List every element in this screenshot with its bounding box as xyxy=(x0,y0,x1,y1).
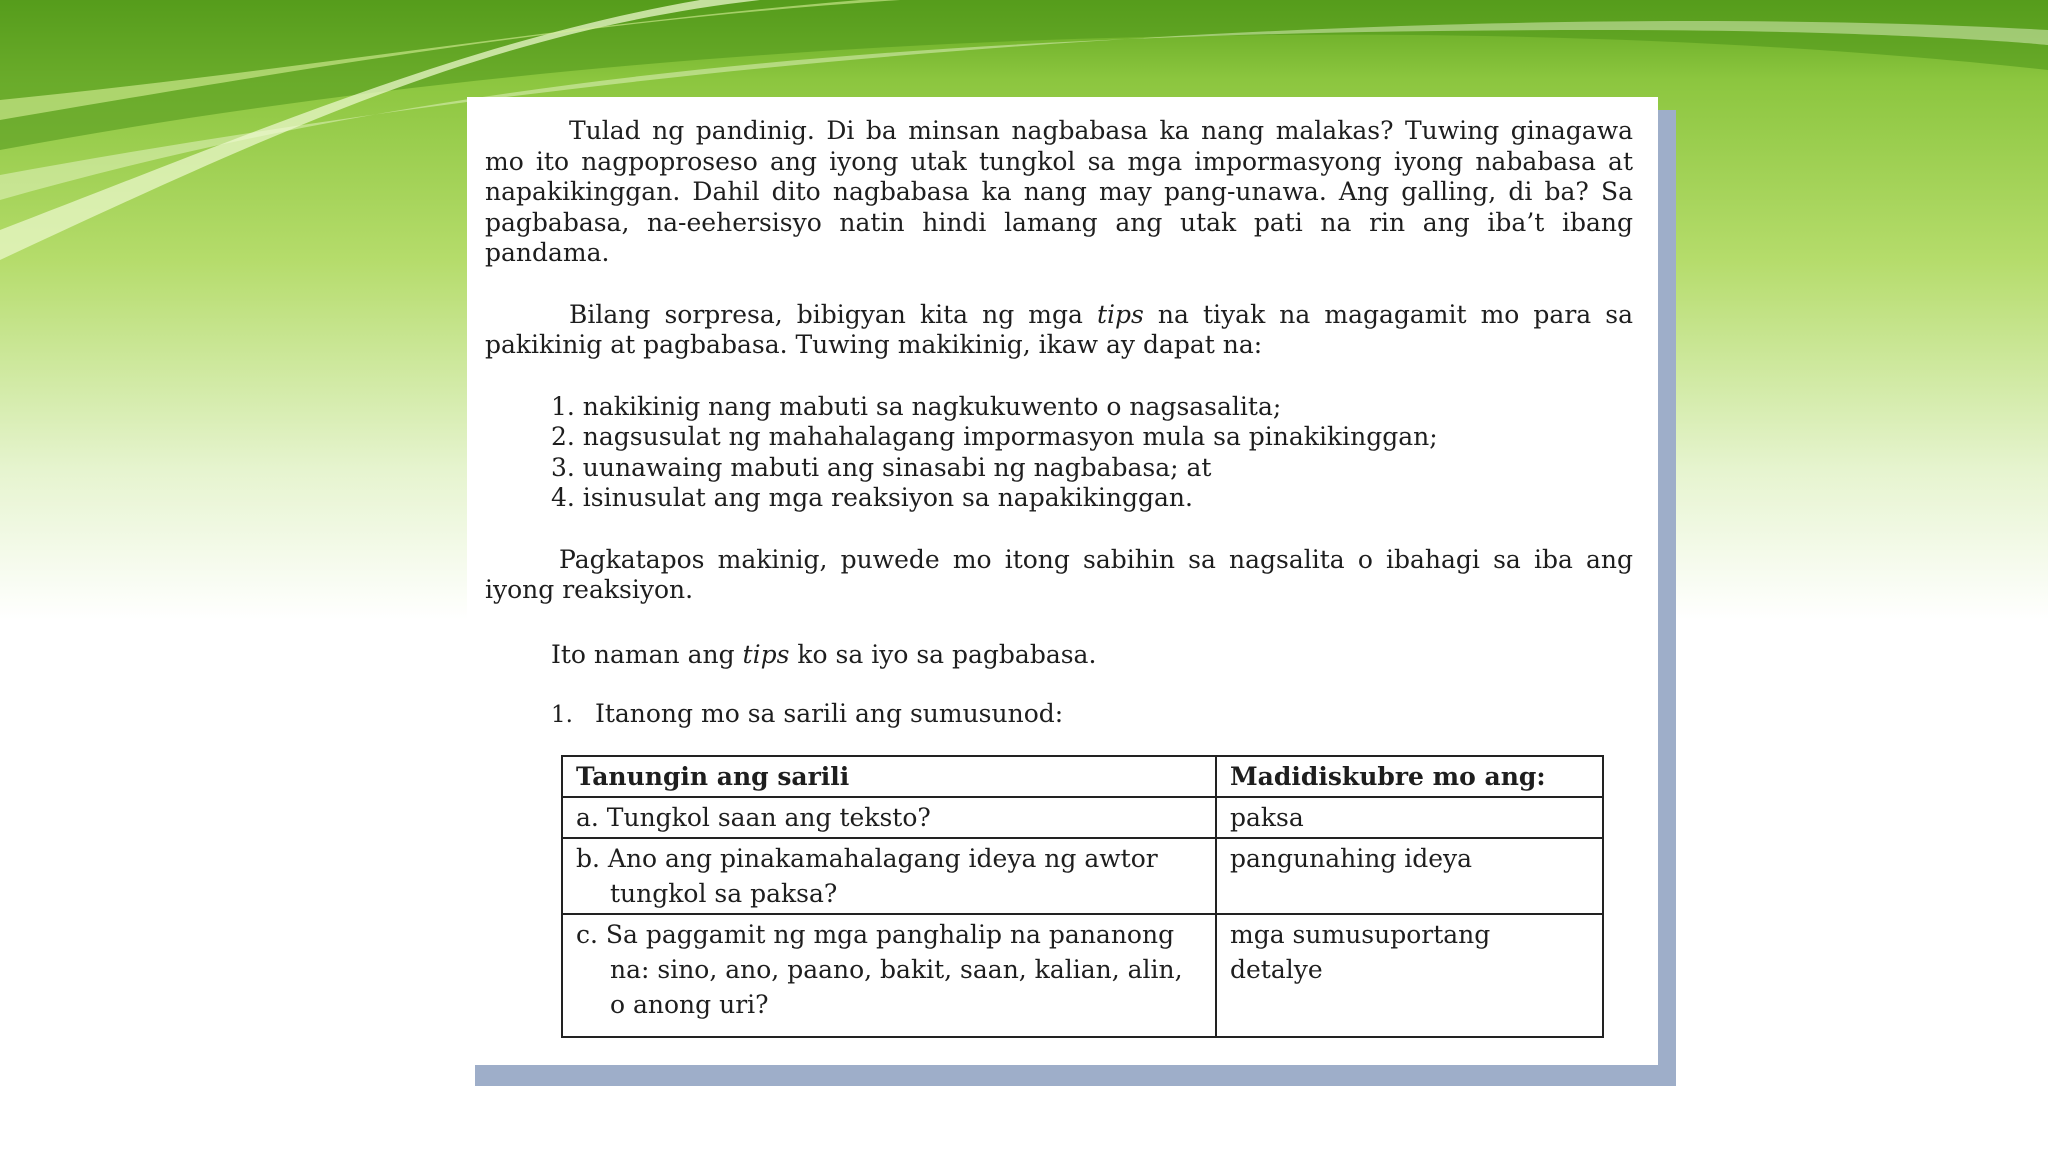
table-row xyxy=(562,838,1603,914)
list-item: 3. uunawaing mabuti ang sinasabi ng nagbabasa; at xyxy=(551,452,1212,482)
list-item: 4. isinusulat ang mga reaksiyon sa napakikinggan. xyxy=(551,483,1193,512)
document-page xyxy=(467,97,1658,1065)
listening-tips-list xyxy=(485,392,1633,514)
step-1 xyxy=(485,699,1633,731)
tips-italic: tips xyxy=(1096,299,1144,329)
table-row xyxy=(562,797,1603,838)
paragraph-after-listening: Pagkatapos makinig, puwede mo itong sabihin sa nagsalita o ibahagi sa iba ang iyong reaksiyon. xyxy=(485,544,1633,604)
answer-cell: pangunahing ideya xyxy=(1216,838,1603,914)
question-cell: a. Tungkol saan ang teksto? xyxy=(562,797,1216,838)
answer-cell: paksa xyxy=(1216,797,1603,838)
question-cell: c. Sa paggamit ng mga panghalip na pananong na: sino, ano, paano, bakit, saan, kalian, alin, o anong uri? xyxy=(562,914,1216,1037)
reading-tips-intro: Ito naman ang tips ko sa iyo sa pagbabasa. xyxy=(551,639,1097,669)
paragraph-hearing: Tulad ng pandinig. Di ba minsan nagbabasa ka nang malakas? Tuwing ginagawa mo ito nagpoproseso ang iyong utak tungkol sa mga impormasyong iyong nababasa at napakikinggan. Dahil dito nagbabasa ka nang may pang-unawa. Ang galling, di ba? Sa pagbabasa, na-eehersisyo natin hindi lamang ang utak pati na rin ang iba’t ibang pandama. xyxy=(485,116,1633,267)
table-row xyxy=(562,914,1603,1037)
table-header-row xyxy=(562,756,1603,797)
paragraph-surprise-tips: Bilang sorpresa, bibigyan kita ng mga tips na tiyak na magagamit mo para sa pakikinig at pagbabasa. Tuwing makikinig, ikaw ay dapat na: xyxy=(485,299,1633,359)
step-number: 1. xyxy=(551,702,573,728)
answer-cell: mga sumusuportang detalye xyxy=(1216,914,1603,1037)
column-header: Madidiskubre mo ang: xyxy=(1216,756,1603,797)
column-header: Tanungin ang sarili xyxy=(562,756,1216,797)
tips-italic: tips xyxy=(742,639,790,669)
list-item: 1. nakikinig nang mabuti sa nagkukuwento o nagsasalita; xyxy=(551,391,1282,421)
question-cell: b. Ano ang pinakamahalagang ideya ng awtor tungkol sa paksa? xyxy=(562,838,1216,914)
self-question-table xyxy=(561,755,1604,1038)
list-item: 2. nagsusulat ng mahahalagang impormasyon mula sa pinakikinggan; xyxy=(551,422,1438,451)
step-text: Itanong mo sa sarili ang sumusunod: xyxy=(594,699,1064,728)
